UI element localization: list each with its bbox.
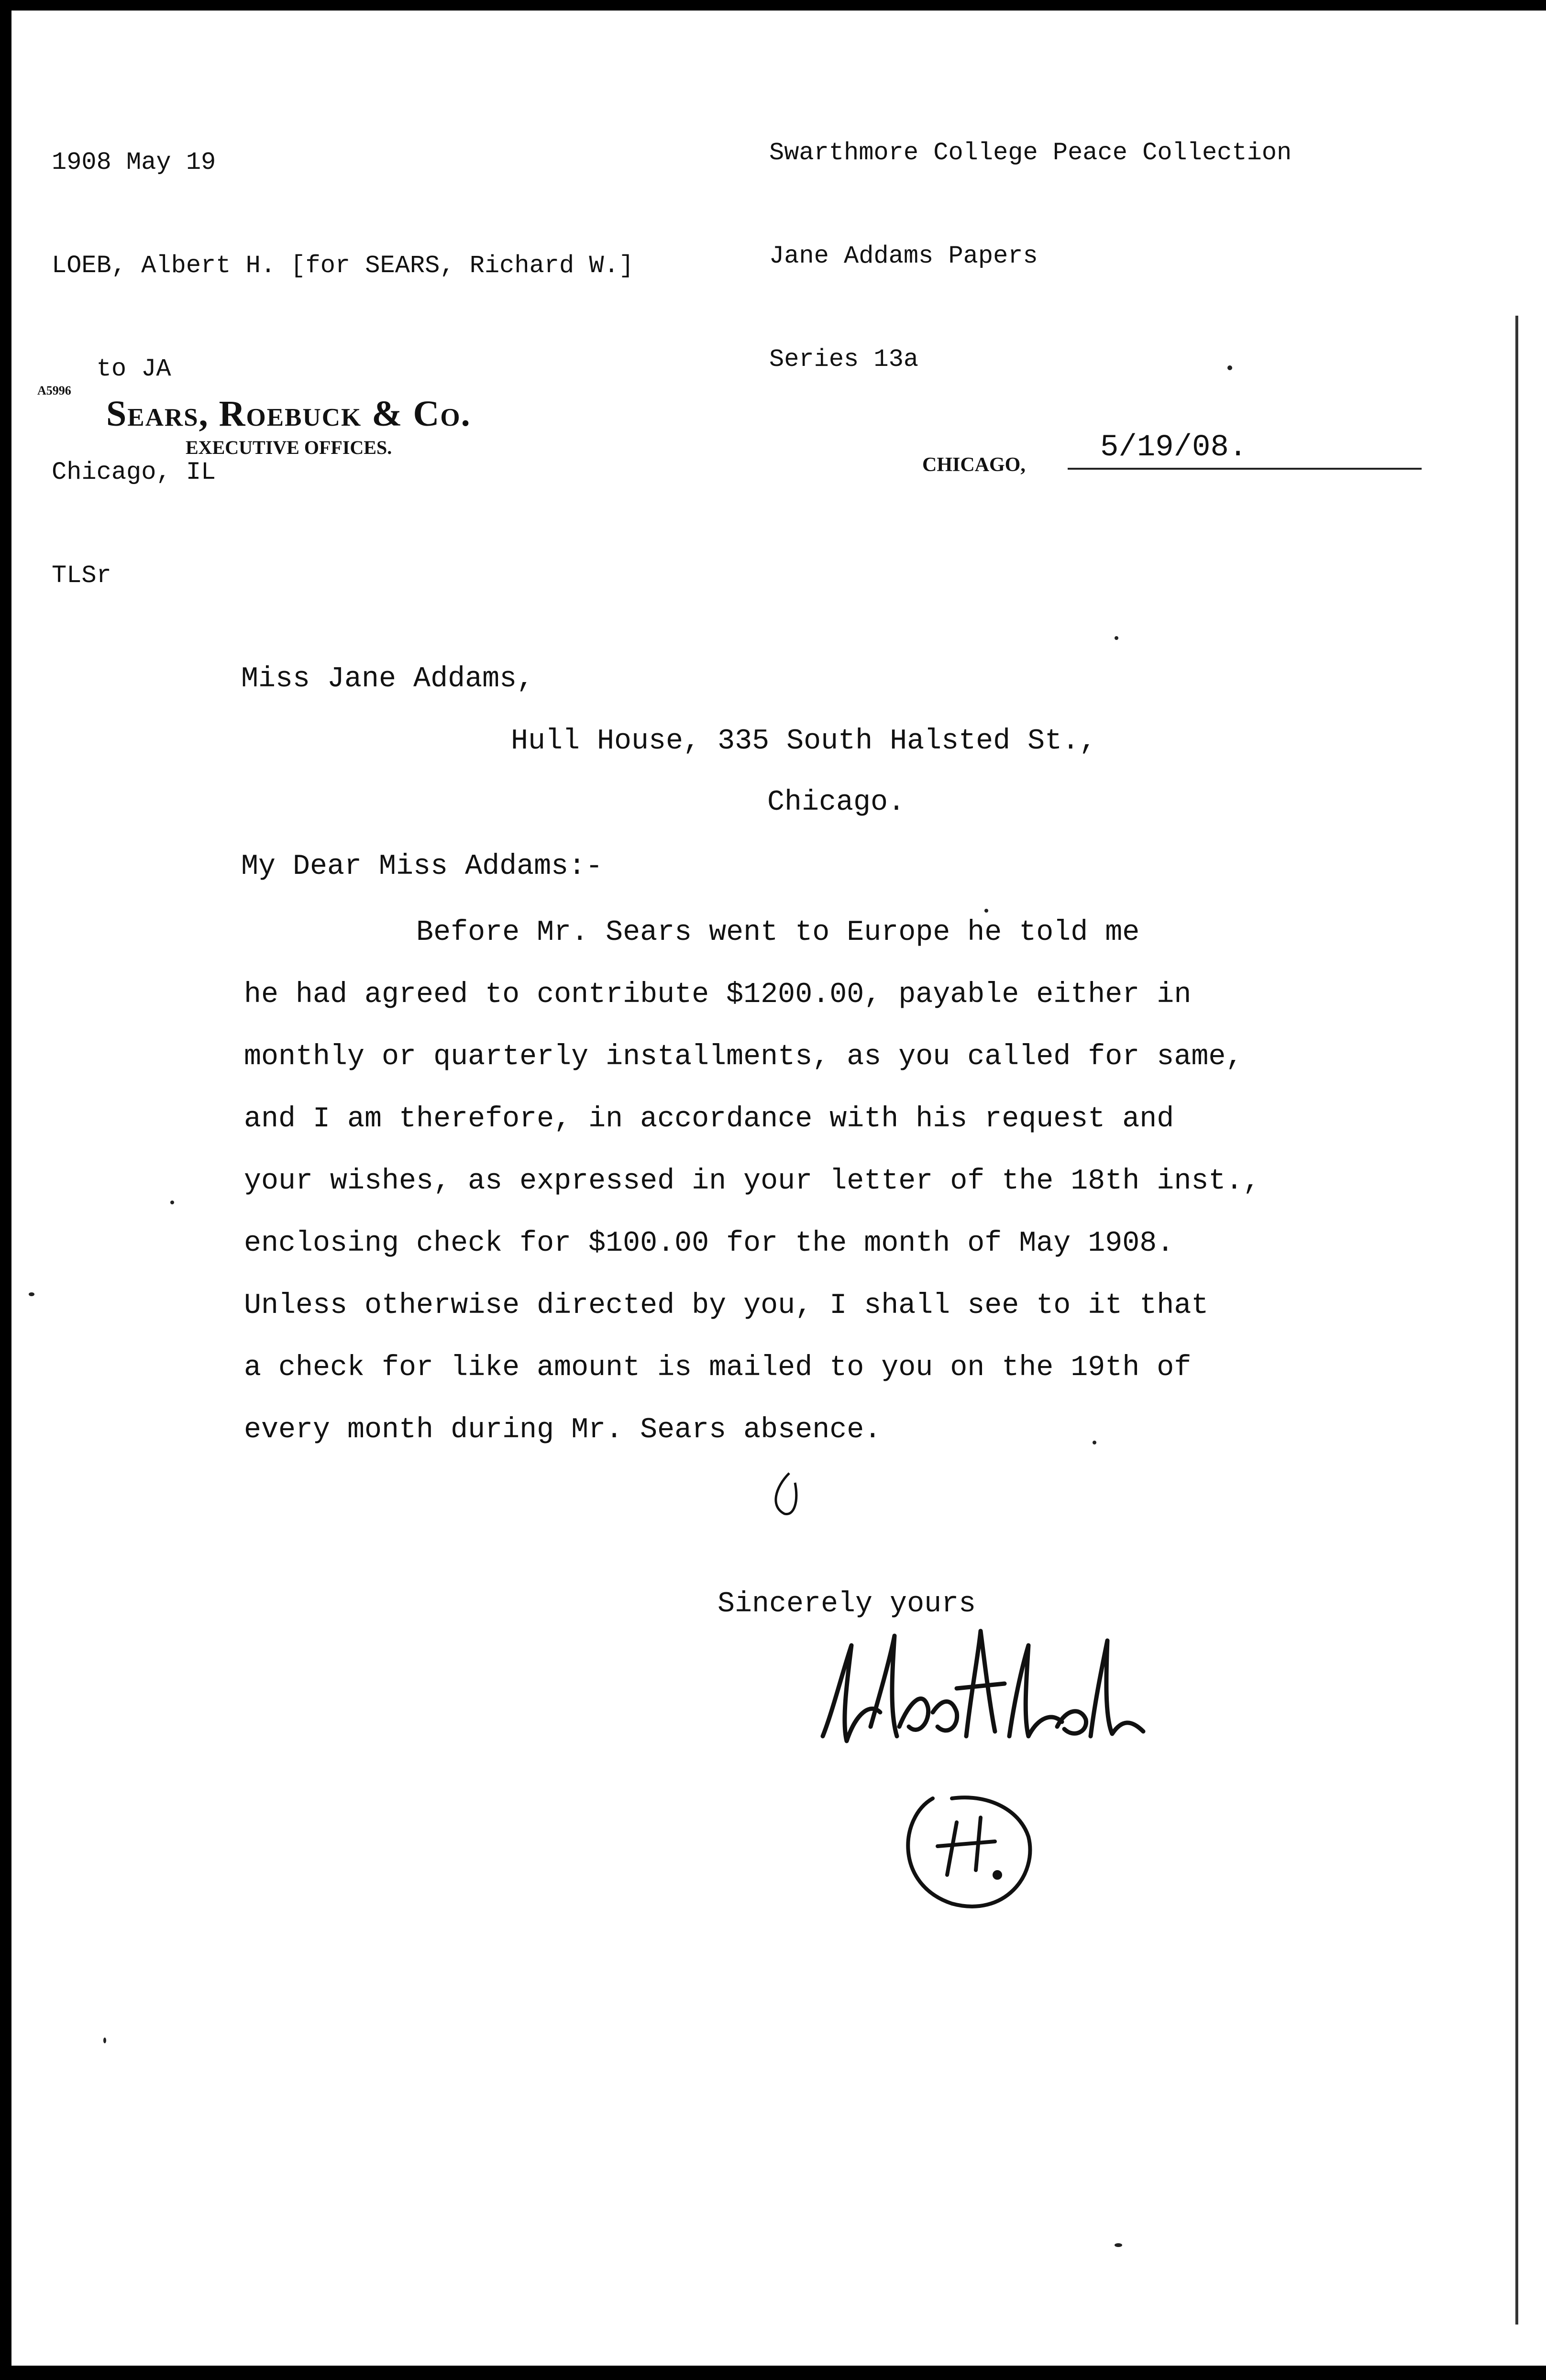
body-line: he had agreed to contribute $1200.00, payable either in — [244, 979, 1192, 1011]
scan-border-bottom — [0, 2366, 1546, 2380]
archival-place: Chicago, IL — [52, 458, 216, 486]
scan-border-right — [1515, 316, 1518, 2325]
body-line: enclosing check for $100.00 for the month of May 1908. — [244, 1227, 1174, 1260]
recipient-street: Hull House, 335 South Halsted St., — [511, 725, 1097, 758]
salutation: My Dear Miss Addams:- — [241, 850, 603, 883]
body-line: monthly or quarterly installments, as you called for same, — [244, 1041, 1243, 1073]
archival-metadata-left — [52, 77, 634, 628]
letter-date: 5/19/08. — [1100, 430, 1248, 465]
form-code: A5996 — [37, 384, 71, 397]
body-line: your wishes, as expressed in your letter of the 18th inst., — [244, 1165, 1260, 1198]
body-line: a check for like amount is mailed to you on the 19th of — [244, 1352, 1192, 1384]
archival-recipient: to JA — [52, 355, 171, 383]
closing: Sincerely yours — [718, 1588, 976, 1620]
scan-speck — [1093, 1441, 1096, 1444]
archival-doc-type: TLSr — [52, 562, 111, 590]
scan-speck — [103, 2038, 106, 2043]
scan-speck — [1227, 365, 1232, 370]
date-rule — [1068, 468, 1422, 470]
scan-border-top — [0, 0, 1546, 11]
city-label: CHICAGO, — [922, 454, 1026, 476]
archival-series: Series 13a — [769, 345, 919, 374]
handwritten-signature — [813, 1617, 1158, 1923]
scan-speck — [170, 1201, 174, 1204]
archival-correspondents: LOEB, Albert H. [for SEARS, Richard W.] — [52, 252, 634, 280]
archival-metadata-right — [769, 67, 1292, 411]
recipient-name: Miss Jane Addams, — [241, 663, 534, 695]
archival-papers: Jane Addams Papers — [769, 242, 1038, 270]
scan-speck — [984, 909, 988, 913]
body-line: every month during Mr. Sears absence. — [244, 1414, 882, 1446]
body-line: and I am therefore, in accordance with his request and — [244, 1103, 1174, 1135]
archival-date: 1908 May 19 — [52, 148, 216, 176]
company-name: Sears, Roebuck & Co. — [106, 394, 471, 434]
scan-speck — [1115, 636, 1118, 640]
body-line: Before Mr. Sears went to Europe he told me — [244, 916, 1140, 949]
pen-mark — [756, 1468, 813, 1521]
scan-border-left — [0, 0, 11, 2380]
scan-speck — [1115, 2243, 1122, 2247]
recipient-city: Chicago. — [767, 786, 906, 819]
executive-offices-label: EXECUTIVE OFFICES. — [186, 437, 392, 458]
archival-collection: Swarthmore College Peace Collection — [769, 139, 1292, 167]
body-line: Unless otherwise directed by you, I shall see to it that — [244, 1289, 1209, 1322]
scan-speck — [29, 1292, 34, 1296]
